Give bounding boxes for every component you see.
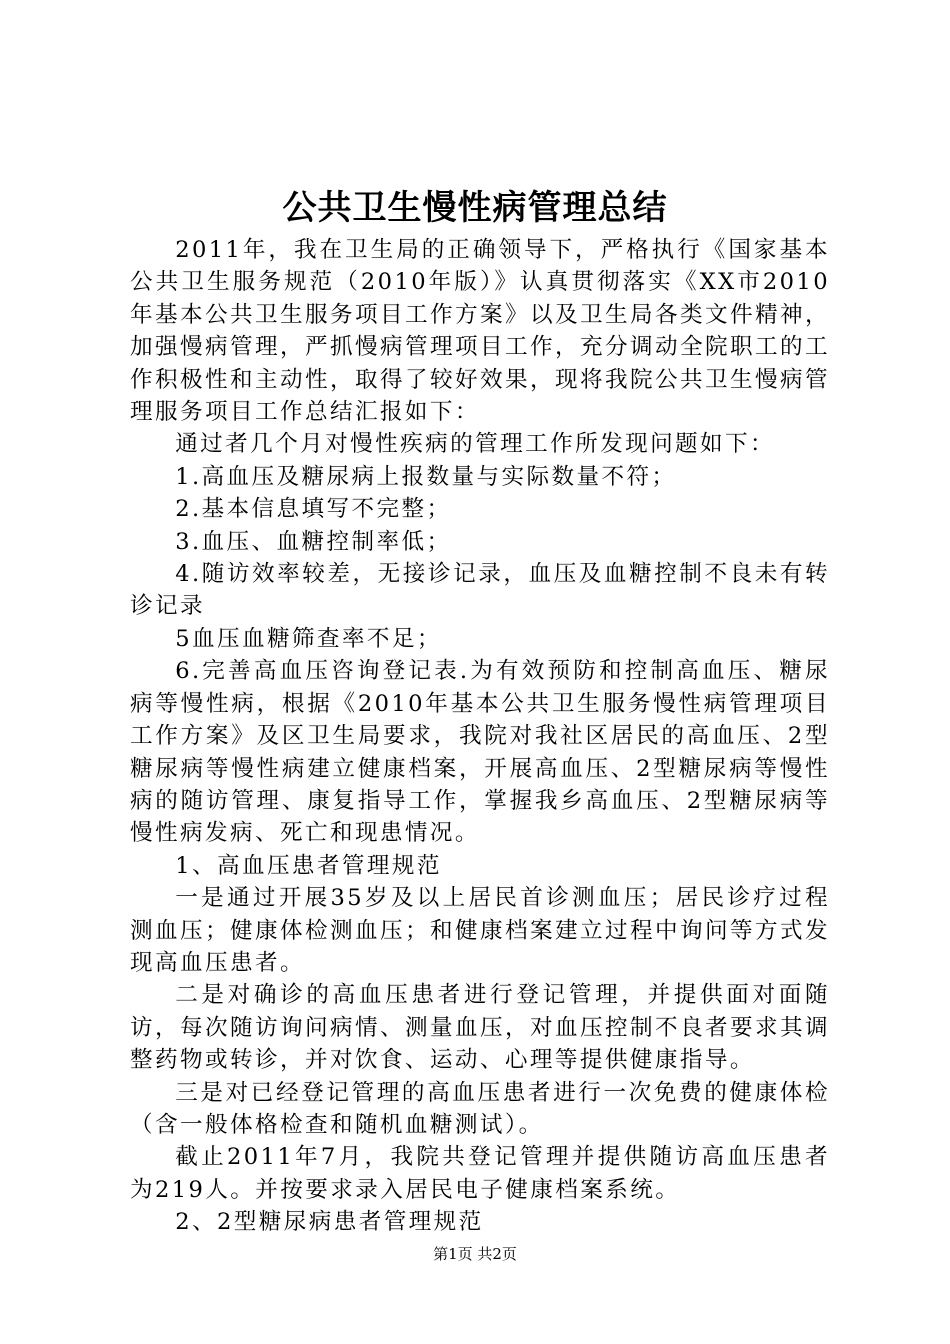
list-item-problem-4: 4.随访效率较差，无接诊记录，血压及血糖控制不良未有转诊记录 [130, 561, 830, 620]
list-item-problem-1: 1.高血压及糖尿病上报数量与实际数量不符； [175, 463, 677, 490]
paragraph-problems-heading: 通过者几个月对慢性疾病的管理工作所发现问题如下： [175, 431, 776, 458]
paragraph-hypertension-first: 一是通过开展35岁及以上居民首诊测血压；居民诊疗过程测血压；健康体检测血压；和健康档案建立过程中询问等方式发现高血压患者。 [130, 885, 830, 976]
paragraph-hypertension-third: 三是对已经登记管理的高血压患者进行一次免费的健康体检（含一般体格检查和随机血糖测试）。 [130, 1079, 830, 1138]
section-heading-hypertension: 1、高血压患者管理规范 [175, 852, 442, 879]
page-number-footer: 第1页 共2页 [433, 1245, 517, 1263]
paragraph-intro: 2011年，我在卫生局的正确领导下，严格执行《国家基本公共卫生服务规范（2010年版）》认真贯彻落实《XX市2010年基本公共卫生服务项目工作方案》以及卫生局各类文件精神，加强慢病管理，严抓慢病管理项目工作，充分调动全院职工的工作积极性和主动性，取得了较好效果，现将我院公共卫生慢病管理服务项目工作总结汇报如下： [130, 237, 830, 426]
paragraph-hypertension-count: 截止2011年7月，我院共登记管理并提供随访高血压患者为219人。并按要求录入居民电子健康档案系统。 [130, 1144, 830, 1203]
list-item-problem-3: 3.血压、血糖控制率低； [175, 528, 452, 555]
list-item-problem-2: 2.基本信息填写不完整； [175, 496, 452, 523]
list-item-problem-6: 6.完善高血压咨询登记表.为有效预防和控制高血压、糖尿病等慢性病，根据《2010年基本公共卫生服务慢性病管理项目工作方案》及区卫生局要求，我院对我社区居民的高血压、2型糖尿病等慢性病建立健康档案，开展高血压、2型糖尿病等慢性病的随访管理、康复指导工作，掌握我乡高血压、2型糖尿病等慢性病发病、死亡和现患情况。 [130, 658, 830, 847]
document-body [130, 234, 830, 1239]
document-title: 公共卫生慢性病管理总结 [282, 188, 668, 228]
paragraph-hypertension-second: 二是对确诊的高血压患者进行登记管理，并提供面对面随访，每次随访询问病情、测量血压，对血压控制不良者要求其调整药物或转诊，并对饮食、运动、心理等提供健康指导。 [130, 982, 830, 1074]
list-item-problem-5: 5血压血糖筛查率不足； [175, 625, 442, 652]
section-heading-diabetes: 2、2型糖尿病患者管理规范 [175, 1209, 484, 1236]
